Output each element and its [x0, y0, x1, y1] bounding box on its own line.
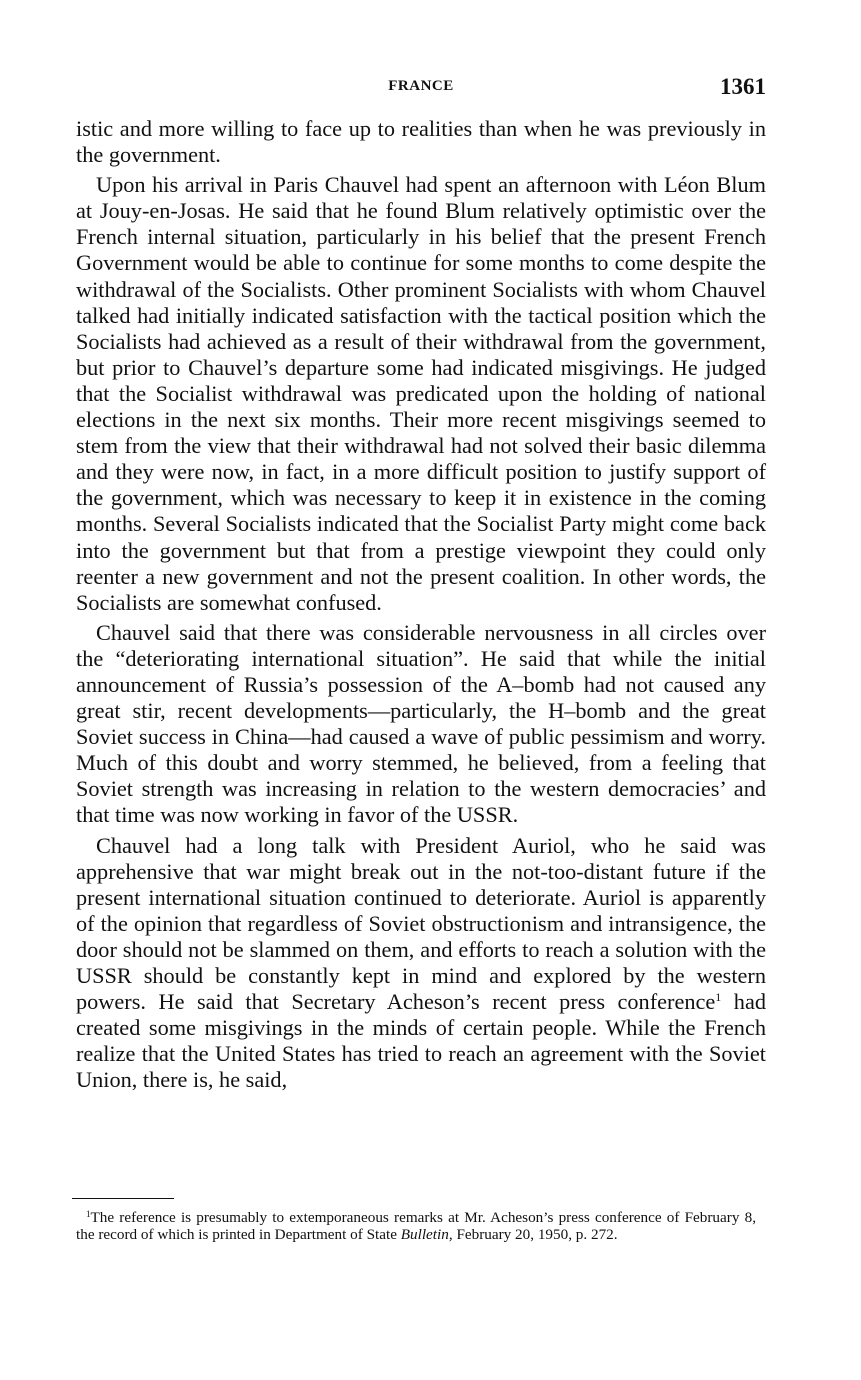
footnote-marker: 1: [86, 1209, 91, 1219]
paragraph-nervousness: Chauvel said that there was considerable nervousness in all circles over the “deteriorating international situation”. He said that while the initial announcement of Russia’s possession of the A–bomb had not caused any great stir, recent developments—particularly, the H–bomb and the great Soviet success in China—had caused a wave of public pessimism and worry. Much of this doubt and worry stemmed, he believed, from a feeling that Soviet strength was increasing in relation to the western democracies’ and that time was now working in favor of the USSR.: [76, 619, 766, 828]
footnote-italic: Bulletin,: [400, 1225, 453, 1243]
footnote-reference[interactable]: 1: [715, 990, 722, 1005]
running-title: FRANCE: [388, 78, 454, 94]
footnote-text-end: February 20, 1950, p. 272.: [452, 1225, 618, 1243]
footnote-divider: [72, 1198, 174, 1199]
body-text: [76, 116, 766, 1093]
paragraph-blum: Upon his arrival in Paris Chauvel had spent an afternoon with Léon Blum at Jouy-en-Josas. He said that he found Blum relatively optimistic over the French internal situation, particularly in his belief that the present French Government would be able to continue for some months to come despite the withdrawal of the Socialists. Other prominent Socialists with whom Chauvel talked had initially indicated satisfaction with the tactical position which the Socialists had achieved as a result of their withdrawal from the government, but prior to Chauvel’s departure some had indicated misgivings. He judged that the Socialist withdrawal was predicated upon the holding of national elections in the next six months. Their more recent misgivings seemed to stem from the view that their withdrawal had not solved their basic dilemma and they were now, in fact, in a more difficult position to justify support of the government, which was necessary to keep it in existence in the coming months. Several Socialists indicated that the Socialist Party might come back into the government but that from a prestige viewpoint they could only reenter a new government and not the present coalition. In other words, the Socialists are somewhat confused.: [76, 172, 766, 615]
page-number: 1361: [720, 74, 766, 99]
paragraph-auriol: [76, 833, 766, 1094]
footnote-text: The reference is presumably to extemporaneous remarks at Mr. Acheson’s press conference of February 8, the record of which is printed in Department of State: [76, 1209, 756, 1243]
footnote: [76, 1210, 756, 1244]
running-header: [76, 74, 766, 104]
paragraph-auriol-text: Chauvel had a long talk with President Auriol, who he said was apprehensive that war might break out in the not-too-distant future if the present international situation continued to deteriorate. Auriol is apparently of the opinion that regardless of Soviet obstructionism and intransigence, the door should not be slammed on them, and efforts to reach a solution with the USSR should be constantly kept in mind and explored by the western powers. He said that Secretary Acheson’s recent press conference: [76, 832, 766, 1015]
paragraph-continuation: istic and more willing to face up to realities than when he was previously in the government.: [76, 116, 766, 168]
paragraph-auriol-text-cont: had created some misgivings in the minds of certain people. While the French realize that the United States has tried to reach an agreement with the Soviet Union, there is, he said,: [76, 989, 766, 1093]
